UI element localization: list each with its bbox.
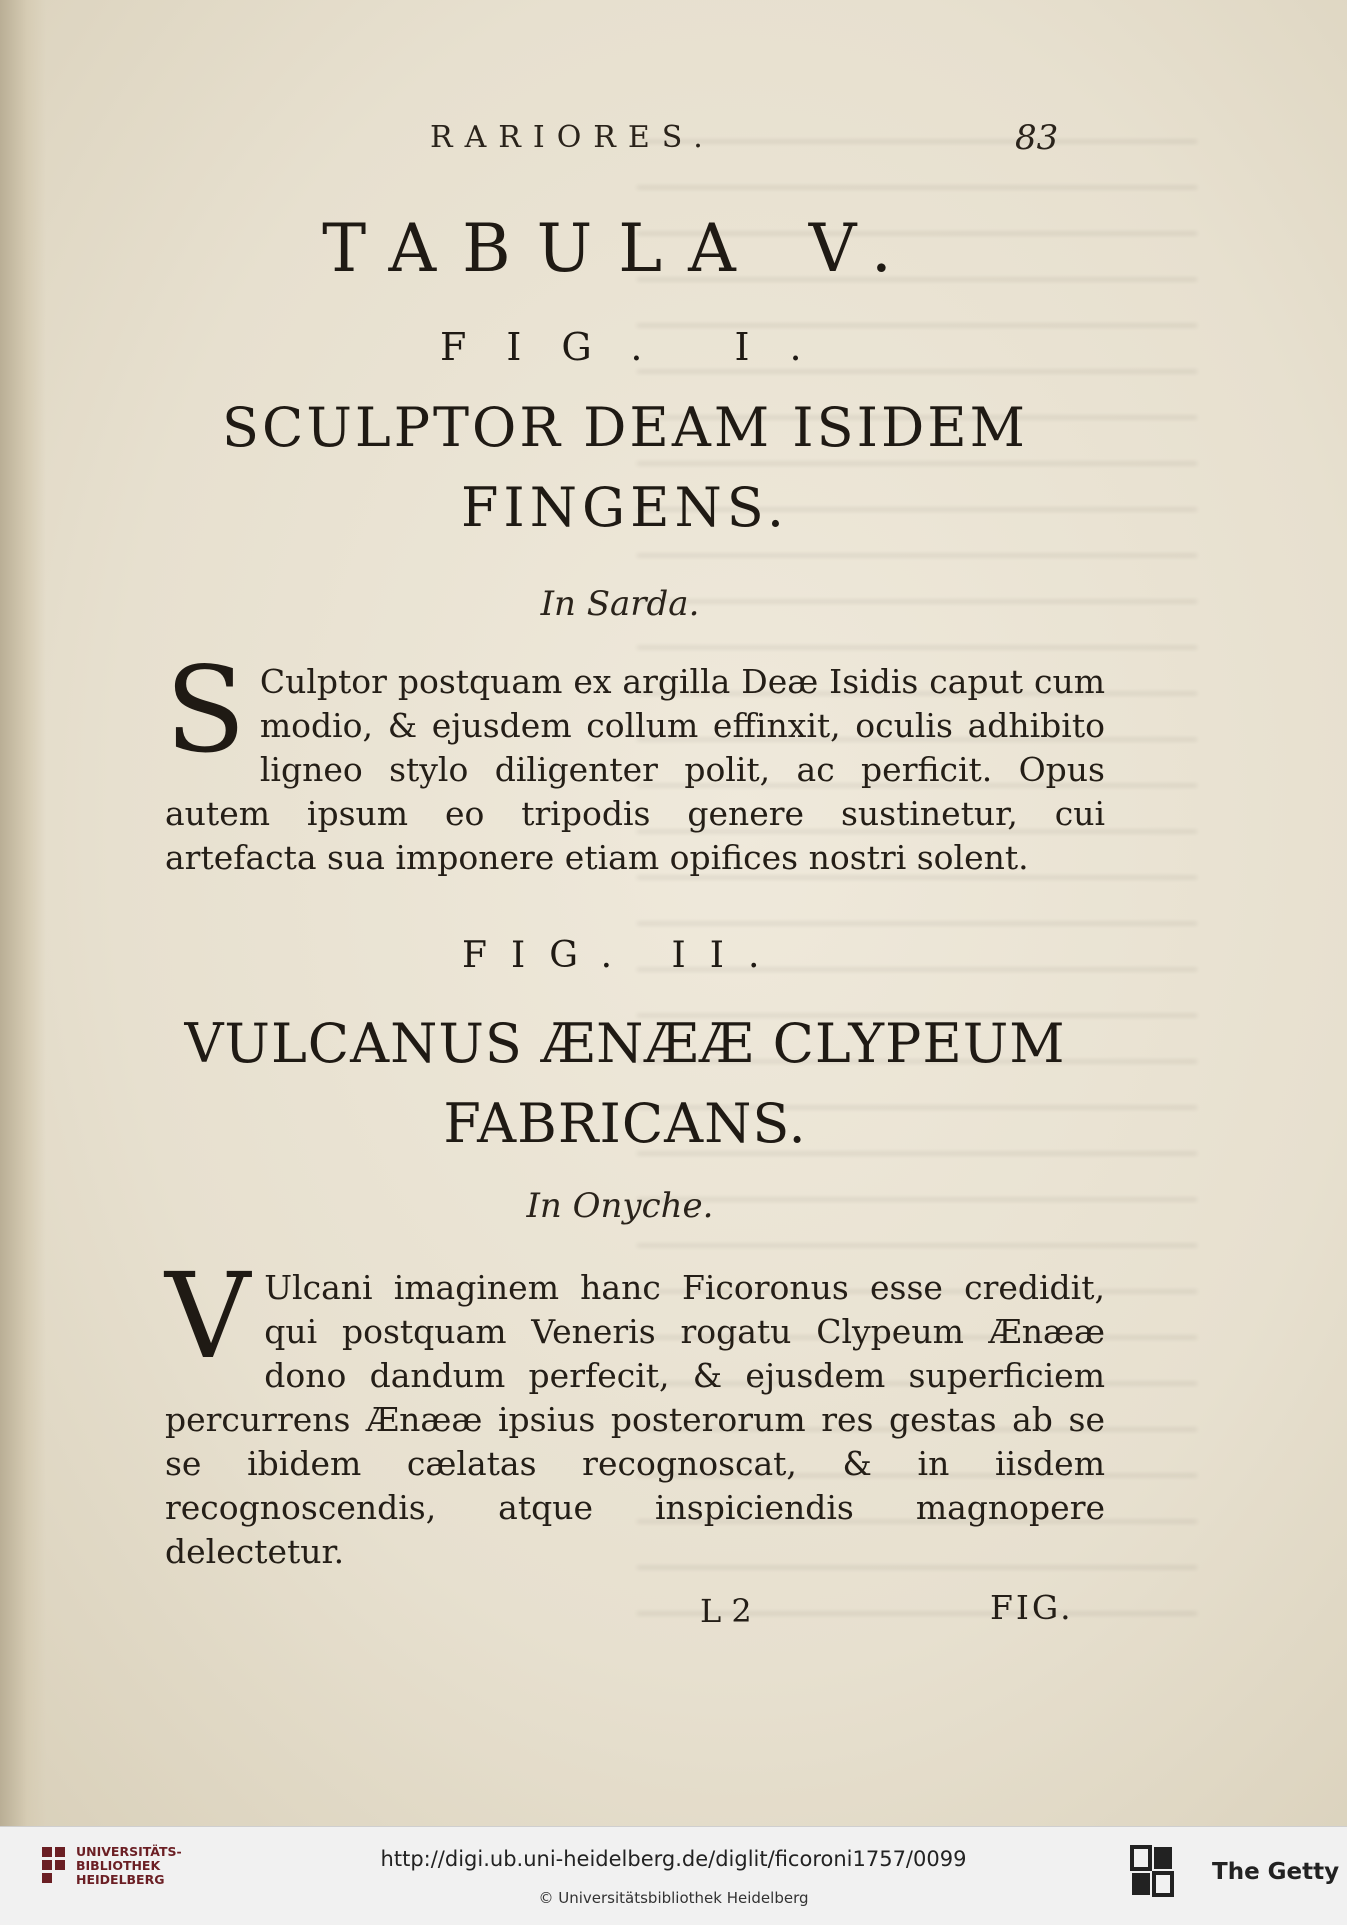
figure-1-title-line-1: SCULPTOR DEAM ISIDEM [222,396,1028,459]
viewer-footer [0,1826,1347,1925]
copyright-notice: © Universitätsbibliothek Heidelberg [538,1889,809,1907]
plate-title: TABULA V. [322,210,918,287]
figure-2-description [165,1247,1105,1574]
catchword: FIG. [990,1588,1074,1627]
getty-logo-icon [1130,1845,1174,1899]
library-line-1: UNIVERSITÄTS- [76,1844,182,1859]
figure-label-1: FIG. I. [440,325,842,369]
getty-partner-name[interactable]: The Getty [1212,1859,1340,1885]
drop-cap: V [165,1247,251,1385]
figure-2-material: In Onyche. [526,1186,714,1226]
figure-1-title-line-2: FINGENS. [460,476,790,539]
drop-cap: S [165,641,246,779]
library-line-3: HEIDELBERG [76,1872,165,1887]
page-number: 83 [1015,118,1059,158]
figure-label-2: FIG. II. [462,935,784,976]
figure-2-text: Ulcani imaginem hanc Ficoronus esse credidit, qui postquam Veneris rogatu Clypeum Ænææ dono dandum perfecit, & ejusdem superficiem percurrens Ænææ ipsius posterorum res gestas ab se se ibidem cælatas recognoscat, & in iisdem recognoscendis, atque inspiciendis magnopere delectetur. [165,1268,1105,1571]
figure-2-title-line-2: FABRICANS. [443,1092,807,1155]
permalink-url[interactable]: http://digi.ub.uni-heidelberg.de/diglit/ficoroni1757/0099 [380,1847,967,1871]
figure-1-material: In Sarda. [540,584,700,624]
library-line-2: BIBLIOTHEK [76,1858,161,1873]
figure-1-description [165,641,1105,880]
figure-2-title-line-1: VULCANUS ÆNÆÆ CLYPEUM [184,1012,1066,1075]
signature-mark: L 2 [700,1592,752,1630]
running-head: RARIORES. [430,120,715,155]
figure-1-text: Culptor postquam ex argilla Deæ Isidis caput cum modio, & ejusdem collum effinxit, oculis adhibito ligneo stylo diligenter polit, ac perficit. Opus autem ipsum eo tripodis genere sustinetur, cui artefacta sua imponere etiam opifices nostri solent. [165,662,1105,877]
